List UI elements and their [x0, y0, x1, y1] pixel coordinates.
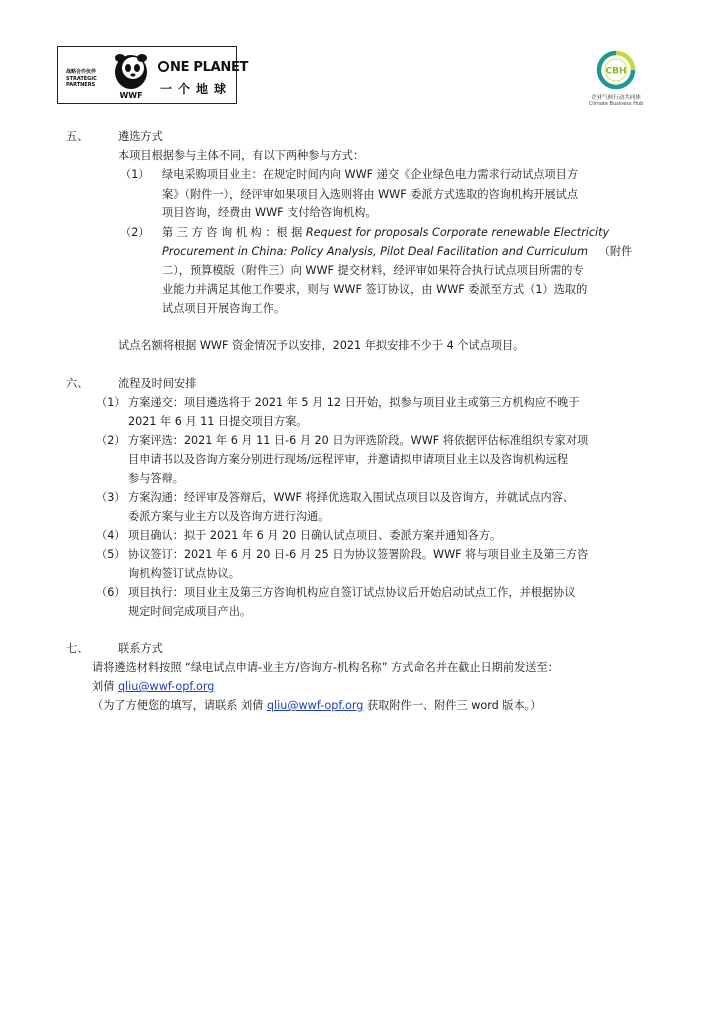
partner-text-en1: STRATEGIC — [66, 75, 97, 82]
one-planet-text: NE PLANET — [170, 60, 249, 75]
schedule-item-line: 方案评选：2021 年 6 月 11 日-6 月 20 日为评选阶段。WWF 将依据评估标准组织专家对项 — [128, 434, 589, 447]
item-2-marker: （2） — [120, 226, 150, 239]
submission-instruction: 请将遴选材料按照 “绿电试点申请-业主方/咨询方-机构名称” 方式命名并在截止日期前发送至： — [92, 661, 559, 674]
one-planet-cn: 一个地球 — [160, 82, 233, 96]
section-5-intro: 本项目根据参与主体不同，有以下两种参与方式： — [118, 149, 365, 162]
schedule-item-marker: （1） — [96, 396, 126, 409]
item-2-line: 试点项目开展咨询工作。 — [162, 302, 286, 315]
section-7-number: 七、 — [66, 642, 89, 655]
schedule-item-line: 询机构签订试点协议。 — [128, 567, 240, 580]
note-email-link[interactable]: qliu@wwf-opf.org — [266, 699, 364, 712]
item-2-line: 二），预算模版（附件三）向 WWF 提交材料，经评审如果符合执行试点项目所需的专 — [162, 264, 584, 277]
schedule-item-marker: （5） — [96, 548, 126, 561]
schedule-item-line: 方案沟通：经评审及答辩后，WWF 将择优选取入围试点项目以及咨询方，并就试点内容、 — [128, 491, 575, 504]
schedule-item-line: 2021 年 6 月 11 日提交项目方案。 — [128, 415, 308, 428]
section-6-title: 流程及时间安排 — [118, 377, 197, 390]
item-2-prefix: 第 三 方 咨 询 机 构 ：根 据 — [162, 226, 303, 239]
template-request-note — [92, 698, 541, 713]
schedule-item-marker: （4） — [96, 529, 126, 542]
schedule-item-marker: （3） — [96, 491, 126, 504]
item-1-line: 案》（附件一），经评审如果项目入选则将由 WWF 委派方式选取的咨询机构开展试点 — [162, 188, 579, 201]
item-1-line: 绿电采购项目业主：在规定时间内向 WWF 递交《企业绿色电力需求行动试点项目方 — [162, 168, 579, 181]
item-1-marker: （1） — [120, 168, 150, 181]
schedule-item-line: 协议签订：2021 年 6 月 20 日-6 月 25 日为协议签署阶段。WWF 将与项目业主及第三方咨 — [128, 548, 589, 561]
contact-line — [92, 679, 214, 694]
globe-icon — [158, 61, 169, 72]
cbh-name-cn: 企业气候行动共同体 — [591, 95, 641, 101]
one-planet-title — [158, 60, 248, 75]
schedule-item-marker: （6） — [96, 586, 126, 599]
partner-text-en2: PARTNERS — [66, 82, 96, 88]
item-2-line — [162, 244, 632, 259]
item-2-line — [162, 225, 609, 240]
cbh-logo — [582, 50, 650, 120]
rfp-title-part1: Request for proposals Corporate renewable Electricity — [305, 226, 610, 239]
schedule-item-line: 项目执行：项目业主及第三方咨询机构应自签订试点协议后开始启动试点工作，并根据协议 — [128, 586, 576, 599]
schedule-item-line: 规定时间完成项目产出。 — [128, 605, 252, 618]
contact-name: 刘倩 — [92, 680, 115, 693]
schedule-item-line: 目申请书以及咨询方案分别进行现场/远程评审，并邀请拟申请项目业主以及咨询机构远程 — [128, 453, 569, 466]
note-suffix: 获取附件一、附件三 word 版本。） — [366, 699, 542, 712]
cbh-name-en: Climate Business Hub — [588, 101, 644, 107]
item-2-suffix: （附件 — [598, 245, 633, 258]
note-prefix: （为了方便您的填写，请联系 刘倩 — [92, 699, 264, 712]
item-2-line: 业能力并满足其他工作要求，则与 WWF 签订协议，由 WWF 委派至方式（1）选取的 — [162, 283, 588, 296]
section-7-title: 联系方式 — [118, 642, 163, 655]
pilot-quota-note: 试点名额将根据 WWF 资金情况予以安排，2021 年拟安排不少于 4 个试点项目。 — [118, 339, 525, 352]
cbh-abbr: CBH — [605, 66, 627, 77]
schedule-item-line: 项目确认：拟于 2021 年 6 月 20 日确认试点项目、委派方案并通知各方。 — [128, 529, 502, 542]
cbh-ring-icon — [596, 50, 636, 90]
rfp-title-part2: Procurement in China: Policy Analysis, Pilot Deal Facilitation and Curriculum — [162, 245, 589, 258]
schedule-item-line: 参与答辩。 — [128, 472, 184, 485]
wwf-one-planet-logo — [57, 46, 249, 104]
section-5-title: 遴选方式 — [118, 130, 163, 143]
partner-text-cn: 战略合作伙伴 — [66, 69, 97, 75]
contact-email-link[interactable]: qliu@wwf-opf.org — [117, 680, 215, 693]
panda-icon — [108, 52, 154, 100]
item-1-line: 项目咨询，经费由 WWF 支付给咨询机构。 — [162, 206, 377, 219]
schedule-item-line: 委派方案与业主方以及咨询方进行沟通。 — [128, 510, 330, 523]
strategic-partners-label — [66, 69, 97, 89]
section-5-number: 五、 — [66, 130, 89, 143]
schedule-item-line: 方案递交：项目遴选将于 2021 年 5 月 12 日开始，拟参与项目业主或第三方机构应不晚于 — [128, 396, 580, 409]
section-6-number: 六、 — [66, 377, 89, 390]
schedule-item-marker: （2） — [96, 434, 126, 447]
wwf-label: WWF — [119, 91, 143, 100]
